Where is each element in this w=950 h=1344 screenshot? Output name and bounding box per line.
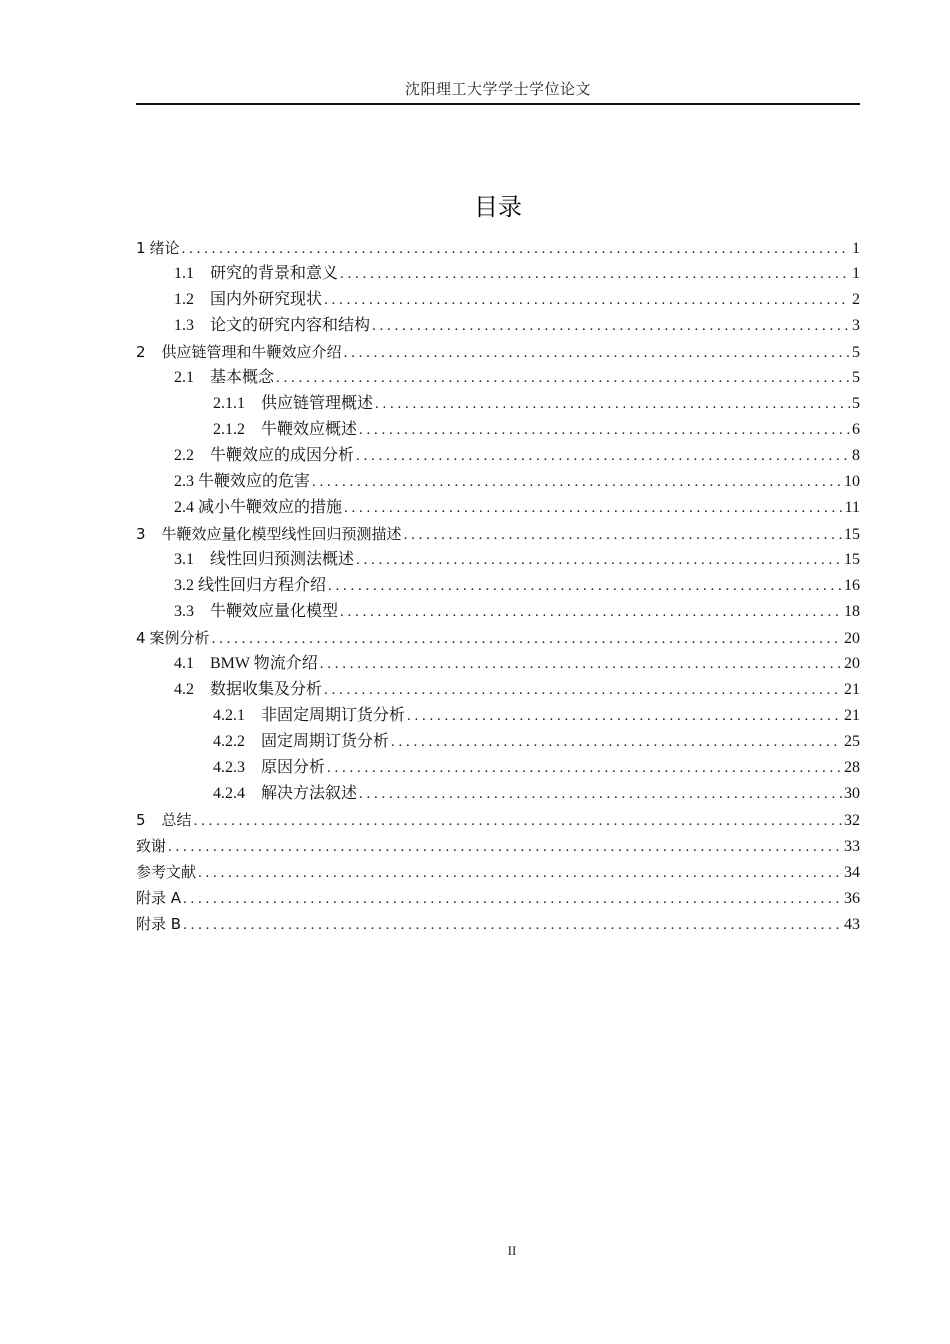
toc-entry-page: 5 (852, 395, 860, 412)
toc-entry-label (174, 287, 322, 313)
toc-dot-leader (312, 469, 842, 495)
toc-entry-page: 30 (844, 785, 860, 802)
toc-entry-label (213, 417, 357, 443)
toc-entry[interactable] (136, 495, 860, 521)
toc-entry[interactable] (136, 235, 860, 261)
toc-dot-leader (356, 547, 842, 573)
toc-entry-label (213, 391, 373, 417)
toc-entry-page: 21 (844, 707, 860, 724)
toc-entry-page: 34 (844, 864, 860, 881)
toc-entry-page: 21 (844, 681, 860, 698)
toc-entry-page: 32 (844, 812, 860, 829)
toc-dot-leader (359, 417, 850, 443)
toc-entry-number: 4.2.3 (213, 759, 245, 776)
toc-entry-title: 供应链管理和牛鞭效应介绍 (161, 343, 342, 361)
toc-entry[interactable] (136, 781, 860, 807)
toc-entry-label (174, 313, 370, 339)
toc-entry-title: 绪论 (149, 239, 180, 257)
toc-entry-number: 2 (136, 343, 146, 361)
toc-entry-number: 2.2 (174, 447, 194, 464)
toc-entry-page: 16 (844, 577, 860, 594)
toc-entry-page: 3 (852, 317, 860, 334)
toc-entry[interactable] (136, 599, 860, 625)
toc-entry-number: 5 (136, 811, 146, 829)
table-of-contents (136, 235, 860, 937)
toc-entry[interactable] (136, 755, 860, 781)
toc-entry[interactable] (136, 313, 860, 339)
toc-entry[interactable] (136, 365, 860, 391)
toc-dot-leader (276, 365, 850, 391)
toc-entry-number: 4.2 (174, 681, 194, 698)
toc-entry-page: 36 (844, 890, 860, 907)
toc-entry-number: 1.2 (174, 291, 194, 308)
toc-entry-number: 1 (136, 239, 146, 257)
toc-entry-label (174, 677, 322, 703)
toc-dot-leader (344, 340, 850, 365)
toc-entry-title: 供应链管理概述 (261, 395, 374, 412)
toc-entry-number: 4.2.1 (213, 707, 245, 724)
toc-entry-page: 11 (844, 499, 860, 516)
toc-dot-leader (340, 599, 842, 625)
toc-entry-title: 线性回归方程介绍 (198, 577, 327, 594)
toc-entry[interactable] (136, 417, 860, 443)
page-number: II (507, 1243, 517, 1258)
toc-entry-number: 2.4 (174, 499, 194, 516)
toc-entry[interactable] (136, 521, 860, 547)
toc-entry-label (213, 781, 357, 807)
toc-entry-title: 牛鞭效应量化模型 (210, 603, 339, 620)
toc-entry-label (136, 521, 402, 547)
toc-entry-title: BMW 物流介绍 (210, 655, 318, 672)
toc-entry-label (136, 625, 210, 651)
toc-dot-leader (168, 834, 842, 859)
toc-entry-label (136, 235, 180, 261)
toc-entry-title: 固定周期订货分析 (261, 733, 390, 750)
toc-entry-number: 4.1 (174, 655, 194, 672)
toc-dot-leader (375, 391, 850, 417)
toc-entry-number: 4.2.4 (213, 785, 245, 802)
toc-entry[interactable] (136, 391, 860, 417)
toc-entry-label (174, 443, 354, 469)
toc-entry[interactable] (136, 469, 860, 495)
toc-entry-title: 牛鞭效应量化模型线性回归预测描述 (161, 525, 402, 543)
toc-dot-leader (198, 860, 842, 885)
toc-entry[interactable] (136, 833, 860, 859)
toc-entry-title: 研究的背景和意义 (210, 265, 339, 282)
toc-entry-page: 1 (852, 265, 860, 282)
toc-entry-title: 论文的研究内容和结构 (210, 317, 371, 334)
page-header: 沈阳理工大学学士学位论文 (404, 82, 591, 98)
toc-entry-label (136, 859, 196, 885)
toc-entry[interactable] (136, 885, 860, 911)
toc-entry-label (213, 755, 325, 781)
toc-entry-label (213, 703, 405, 729)
toc-entry-page: 2 (852, 291, 860, 308)
toc-entry-label (136, 339, 342, 365)
toc-dot-leader (182, 236, 850, 261)
toc-dot-leader (327, 755, 842, 781)
toc-entry-number: 3.3 (174, 603, 194, 620)
toc-entry-title: 案例分析 (149, 629, 210, 647)
toc-entry-number: 2.1 (174, 369, 194, 386)
toc-entry-label (174, 261, 338, 287)
toc-entry-page: 5 (852, 344, 860, 361)
toc-dot-leader (194, 808, 842, 833)
toc-entry-number: 3.2 (174, 577, 194, 594)
toc-entry-label (174, 495, 342, 521)
toc-entry[interactable] (136, 443, 860, 469)
toc-entry-number: 2.1.1 (213, 395, 245, 412)
toc-dot-leader (320, 651, 842, 677)
toc-dot-leader (391, 729, 842, 755)
toc-entry-label (174, 651, 318, 677)
toc-entry[interactable] (136, 859, 860, 885)
toc-entry-page: 15 (844, 526, 860, 543)
toc-entry-number: 1.3 (174, 317, 194, 334)
toc-title: 目录 (474, 193, 522, 221)
toc-entry-page: 5 (852, 369, 860, 386)
toc-entry-title: 基本概念 (210, 369, 275, 386)
toc-entry-page: 28 (844, 759, 860, 776)
toc-entry-title: 致谢 (136, 837, 167, 855)
toc-entry[interactable] (136, 911, 860, 937)
toc-entry-title: 国内外研究现状 (210, 291, 323, 308)
toc-entry-title: 附录 B (136, 915, 182, 933)
toc-entry-label (136, 885, 181, 911)
toc-entry[interactable] (136, 339, 860, 365)
toc-entry-label (136, 911, 181, 937)
toc-entry-title: 原因分析 (261, 759, 326, 776)
toc-entry-page: 33 (844, 838, 860, 855)
toc-entry-number: 2.1.2 (213, 421, 245, 438)
toc-dot-leader (324, 287, 850, 313)
toc-entry[interactable] (136, 807, 860, 833)
toc-entry[interactable] (136, 677, 860, 703)
toc-entry-title: 总结 (161, 811, 192, 829)
toc-entry-page: 6 (852, 421, 860, 438)
toc-entry-page: 8 (852, 447, 860, 464)
toc-entry-title: 数据收集及分析 (210, 681, 323, 698)
toc-entry-number: 2.3 (174, 473, 194, 490)
toc-entry[interactable] (136, 703, 860, 729)
toc-entry-title: 解决方法叙述 (261, 785, 358, 802)
toc-entry-number: 4 (136, 629, 146, 647)
toc-entry-label (174, 365, 274, 391)
toc-dot-leader (328, 573, 842, 599)
toc-entry-title: 非固定周期订货分析 (261, 707, 406, 724)
toc-entry-number: 4.2.2 (213, 733, 245, 750)
toc-dot-leader (212, 626, 842, 651)
toc-dot-leader (356, 443, 850, 469)
toc-entry-title: 牛鞭效应概述 (261, 421, 358, 438)
toc-entry-page: 43 (844, 916, 860, 933)
toc-entry[interactable] (136, 651, 860, 677)
toc-entry-page: 10 (844, 473, 860, 490)
toc-dot-leader (344, 495, 843, 521)
toc-entry-number: 3.1 (174, 551, 194, 568)
toc-entry-title: 线性回归预测法概述 (210, 551, 355, 568)
toc-dot-leader (340, 261, 850, 287)
toc-entry-label (213, 729, 389, 755)
toc-entry-label (174, 599, 338, 625)
toc-entry-title: 牛鞭效应的成因分析 (210, 447, 355, 464)
header-rule (136, 103, 860, 105)
toc-entry[interactable] (136, 547, 860, 573)
toc-dot-leader (324, 677, 842, 703)
toc-entry-label (136, 833, 166, 859)
toc-entry[interactable] (136, 625, 860, 651)
toc-entry-page: 25 (844, 733, 860, 750)
toc-entry-title: 减小牛鞭效应的措施 (198, 499, 343, 516)
toc-dot-leader (407, 703, 842, 729)
toc-entry[interactable] (136, 261, 860, 287)
toc-entry-number: 1.1 (174, 265, 194, 282)
toc-entry-label (174, 469, 310, 495)
toc-entry-title: 参考文献 (136, 863, 197, 881)
toc-entry-title: 牛鞭效应的危害 (198, 473, 311, 490)
toc-entry-label (174, 547, 354, 573)
toc-dot-leader (359, 781, 842, 807)
toc-entry[interactable] (136, 287, 860, 313)
toc-entry-page: 20 (844, 630, 860, 647)
toc-entry-page: 20 (844, 655, 860, 672)
toc-entry[interactable] (136, 729, 860, 755)
toc-dot-leader (183, 912, 842, 937)
toc-entry-page: 18 (844, 603, 860, 620)
toc-entry-label (136, 807, 192, 833)
toc-entry-title: 附录 A (136, 889, 182, 907)
toc-dot-leader (372, 313, 850, 339)
toc-entry-number: 3 (136, 525, 146, 543)
toc-entry-page: 15 (844, 551, 860, 568)
toc-entry[interactable] (136, 573, 860, 599)
toc-entry-label (174, 573, 326, 599)
toc-entry-page: 1 (852, 240, 860, 257)
toc-dot-leader (183, 886, 842, 911)
toc-dot-leader (404, 522, 842, 547)
